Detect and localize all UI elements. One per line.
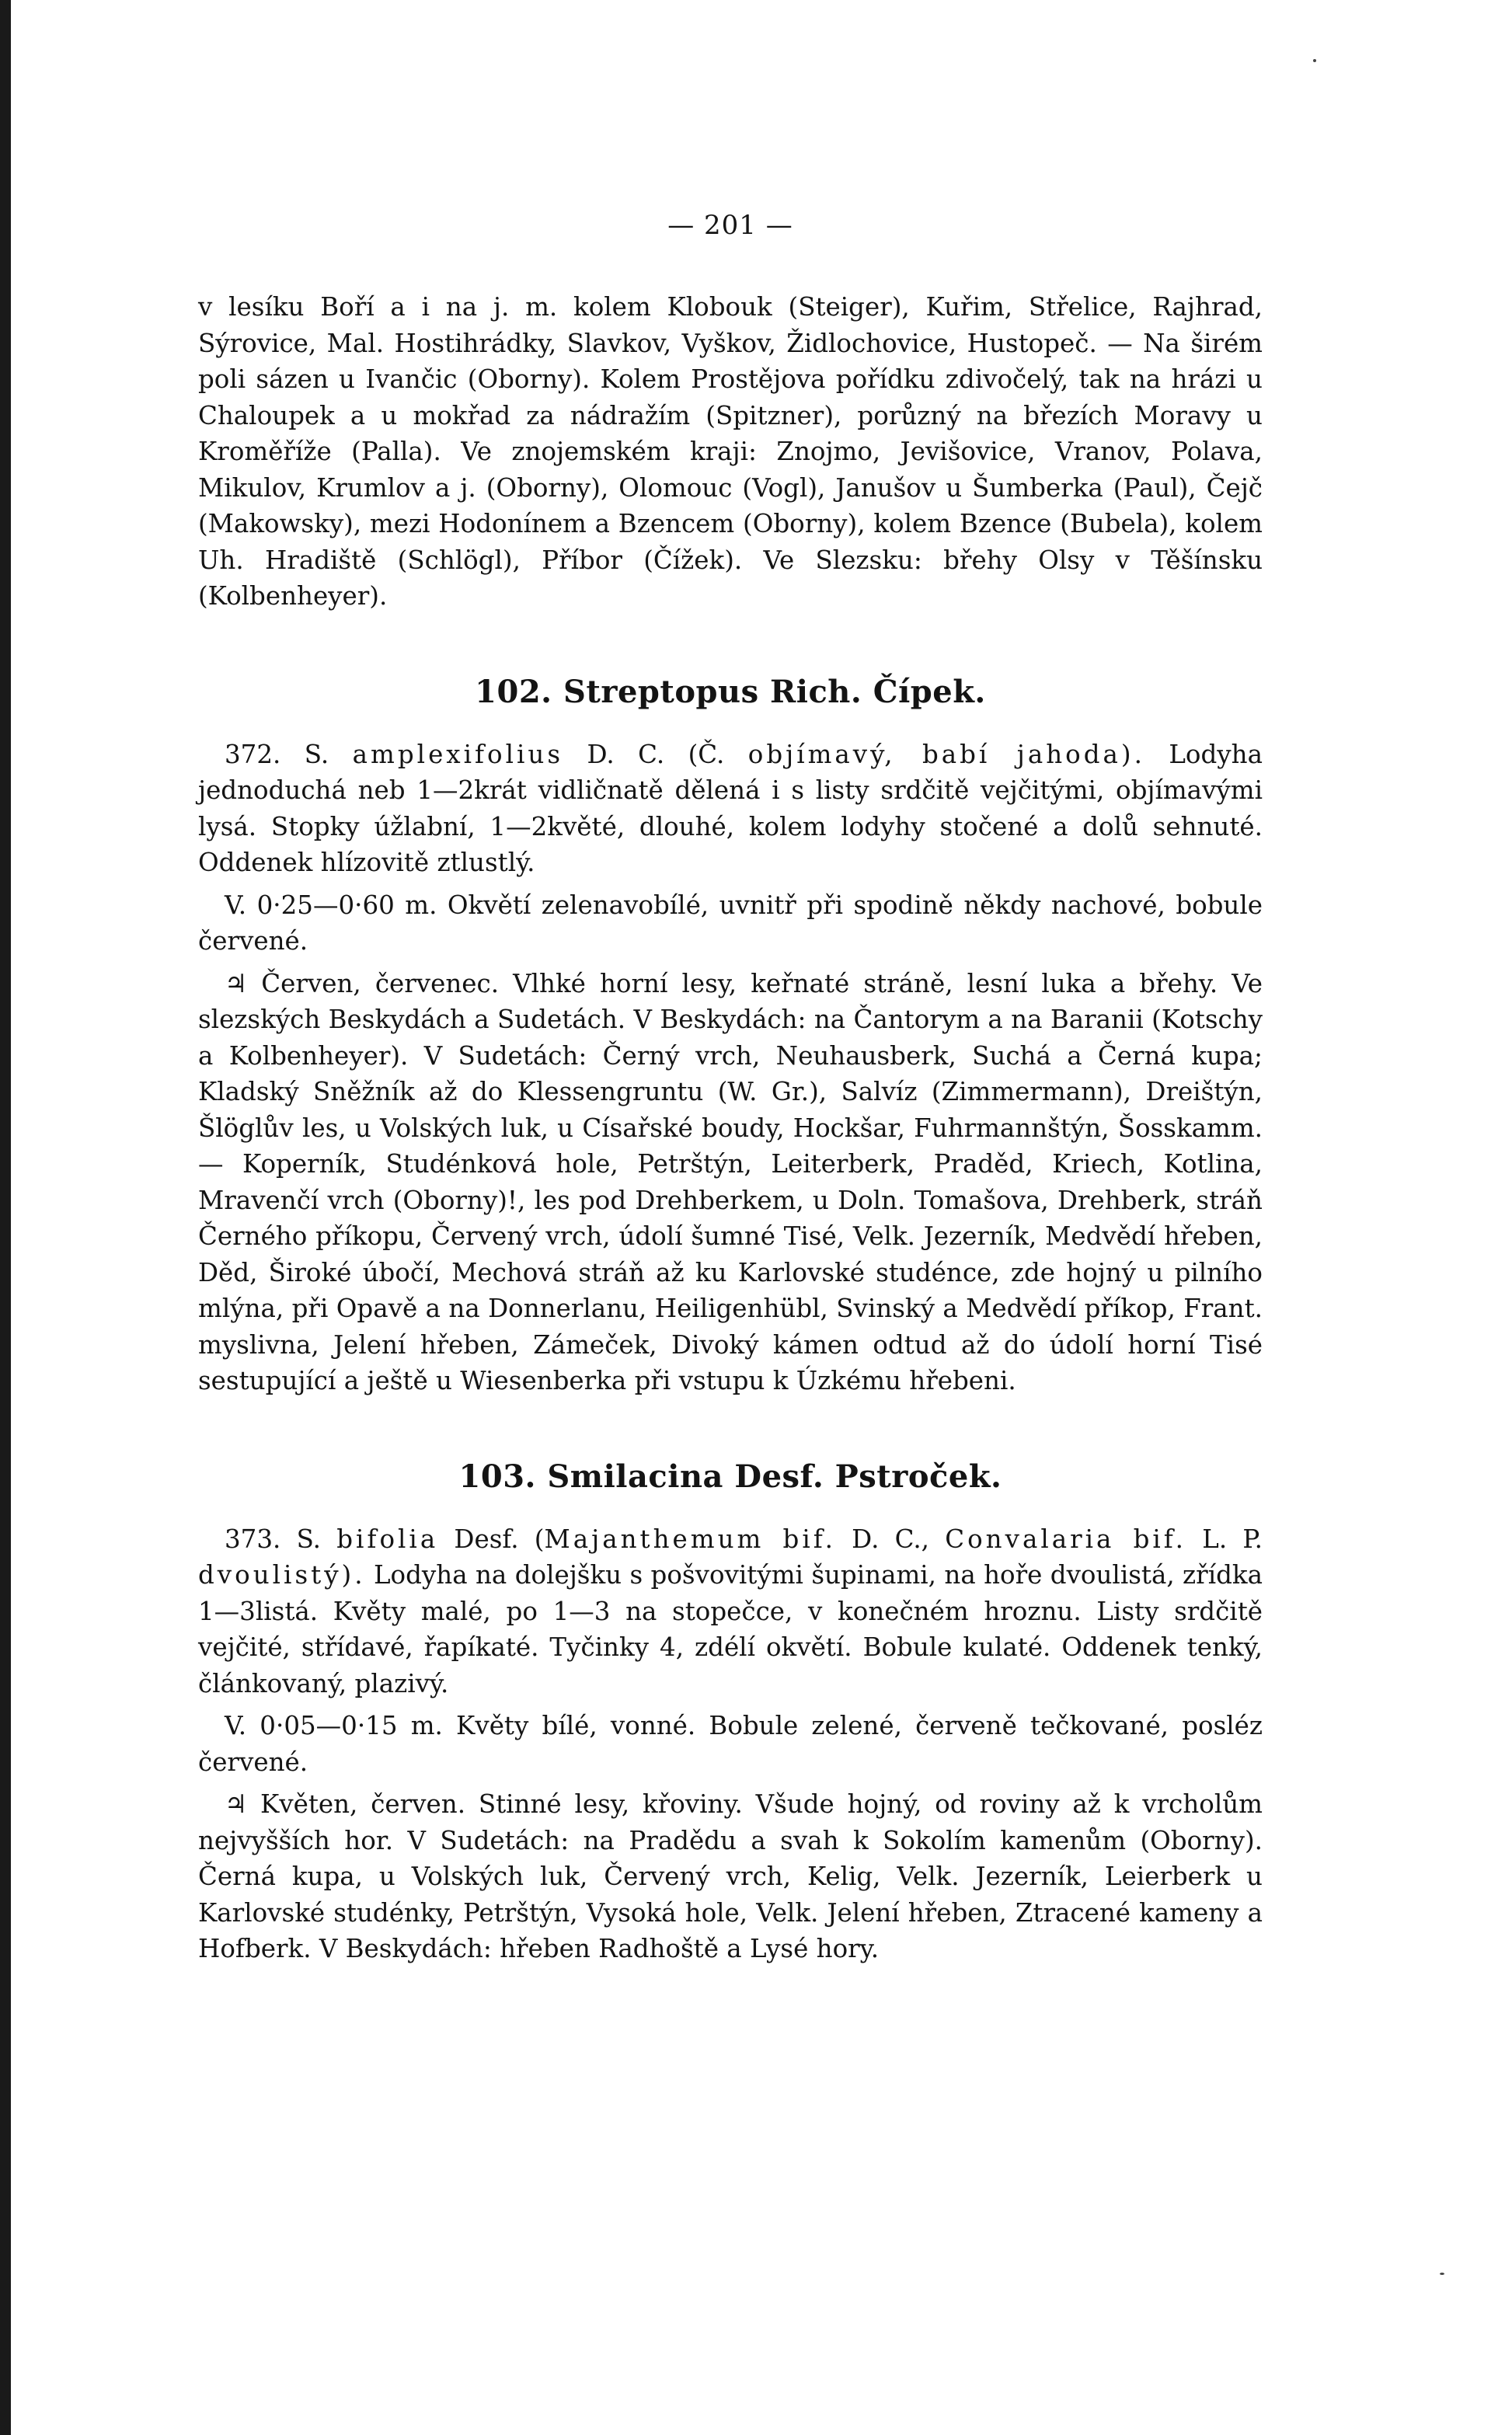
species-description: Lodyha na dolejšku s pošvovitými šupinami, na hoře dvoulistá, zřídka 1—3listá. Květy malé, po 1—3 na stopečce, v konečném hroznu. Listy srdčitě vejčité, střídavé, řapíkaté. Tyčinky 4, zdélí okvětí. Bobule kulaté. Oddenek tenký, článkovaný, plazivý. [198, 1560, 1263, 1698]
authority: Desf. ( [454, 1524, 545, 1554]
synonym-authority: D. C., [852, 1524, 929, 1554]
scan-edge [0, 0, 11, 2435]
authority: D. C. (Č. [587, 739, 725, 769]
entry-number: 372. S. [225, 739, 329, 769]
synonym-authority-2: L. P. [1202, 1524, 1263, 1554]
species-size: V. 0·05—0·15 m. Květy bílé, vonné. Bobule zelené, červeně tečkované, posléz červené. [198, 1711, 1263, 1777]
species-size: V. 0·25—0·60 m. Okvětí zelenavobílé, uvnitř při spodině někdy nachové, bobule červené. [198, 890, 1263, 956]
species-entry-373 [198, 1521, 1263, 1702]
intro-paragraph: v lesíku Boří a i na j. m. kolem Klobouk (Steiger), Kuřim, Střelice, Rajhrad, Sýrovice, Mal. Hostihrádky, Slavkov, Vyškov, Židlochovice, Hustopeč. — Na širém poli sázen u Ivančic (Oborny). Kolem Prostějova pořídku zdivočelý, tak na hrázi u Chaloupek a u mokřad za nádražím (Spitzner), porůzný na březích Moravy u Kroměříže (Palla). Ve znojemském kraji: Znojmo, Jevišovice, Vranov, Polava, Mikulov, Krumlov a j. (Oborny), Olomouc (Vogl), Janušov u Šumberka (Paul), Čejč (Makowsky), mezi Hodonínem a Bzencem (Oborny), kolem Bzence (Bubela), kolem Uh. Hradiště (Schlögl), Příbor (Čížek). Ve Slezsku: břehy Olsy v Těšínsku (Kolbenheyer). [198, 292, 1263, 611]
species-distribution: ♃ Květen, červen. Stinné lesy, křoviny. Všude hojný, od roviny až k vrcholům nejvyšších hor. V Sudetách: na Pradědu a svah k Sokolím kamenům (Oborny). Černá kupa, u Volských luk, Červený vrch, Kelig, Velk. Jezerník, Leierberk u Karlovské studénky, Petrštýn, Vysoká hole, Velk. Jelení hřeben, Ztracené kameny a Hofberk. V Beskydách: hřeben Radhoště a Lysé hory. [198, 1789, 1263, 1963]
species-distribution: ♃ Červen, červenec. Vlhké horní lesy, keřnaté stráně, lesní luka a břehy. Ve slezských Beskydách a Sudetách. V Beskydách: na Čantorym a na Baranii (Kotschy a Kolbenheyer). V Sudetách: Černý vrch, Neuhausberk, Suchá a Černá kupa; Kladský Sněžník až do Klessengruntu (W. Gr.), Salvíz (Zimmermann), Dreištýn, Šlöglův les, u Volských luk, u Císařské boudy, Hockšar, Fuhrmannštýn, Šosskamm. — Koperník, Studénková hole, Petrštýn, Leiterberk, Praděd, Kriech, Kotlina, Mravenčí vrch (Oborny)!, les pod Drehberkem, u Doln. Tomašova, Drehberk, stráň Černého příkopu, Červený vrch, údolí šumné Tisé, Velk. Jezerník, Medvědí hřeben, Děd, Široké úbočí, Mechová stráň až ku Karlovské studénce, zde hojný u pilního mlýna, při Opavě a na Donnerlanu, Heiligenhübl, Svinský a Medvědí příkop, Frant. myslivna, Jelení hřeben, Zámeček, Divoký kámen odtud až do údolí horní Tisé sestupující a ještě u Wiesenberka při vstupu k Úzkému hřebeni. [198, 968, 1263, 1395]
entry-number: 373. S. [225, 1524, 322, 1554]
latin-name: bifolia [336, 1524, 439, 1554]
synonym-latin-2: Convalaria bif. [945, 1524, 1187, 1554]
scan-speck [1440, 2273, 1444, 2275]
synonym-latin: Majanthemum bif. [544, 1524, 836, 1554]
scan-speck [1313, 59, 1316, 62]
species-description: Lodyha jednoduchá neb 1—2krát vidličnatě dělená i s listy srdčitě vejčitými, objímavými lysá. Stopky úžlabní, 1—2květé, dlouhé, kolem lodyhy stočené a dolů sehnuté. Oddenek hlízovitě ztlustlý. [198, 739, 1263, 877]
czech-name: dvoulistý). [198, 1560, 366, 1590]
page-number: — 201 — [667, 210, 793, 241]
book-page [198, 210, 1263, 1967]
section-heading-102: 102. Streptopus Rich. Čípek. [475, 673, 986, 710]
latin-name: amplexifolius [352, 739, 564, 769]
species-entry-372 [198, 737, 1263, 881]
czech-name: objímavý, babí jahoda). [747, 739, 1145, 769]
section-heading-103: 103. Smilacina Desf. Pstroček. [458, 1458, 1002, 1495]
